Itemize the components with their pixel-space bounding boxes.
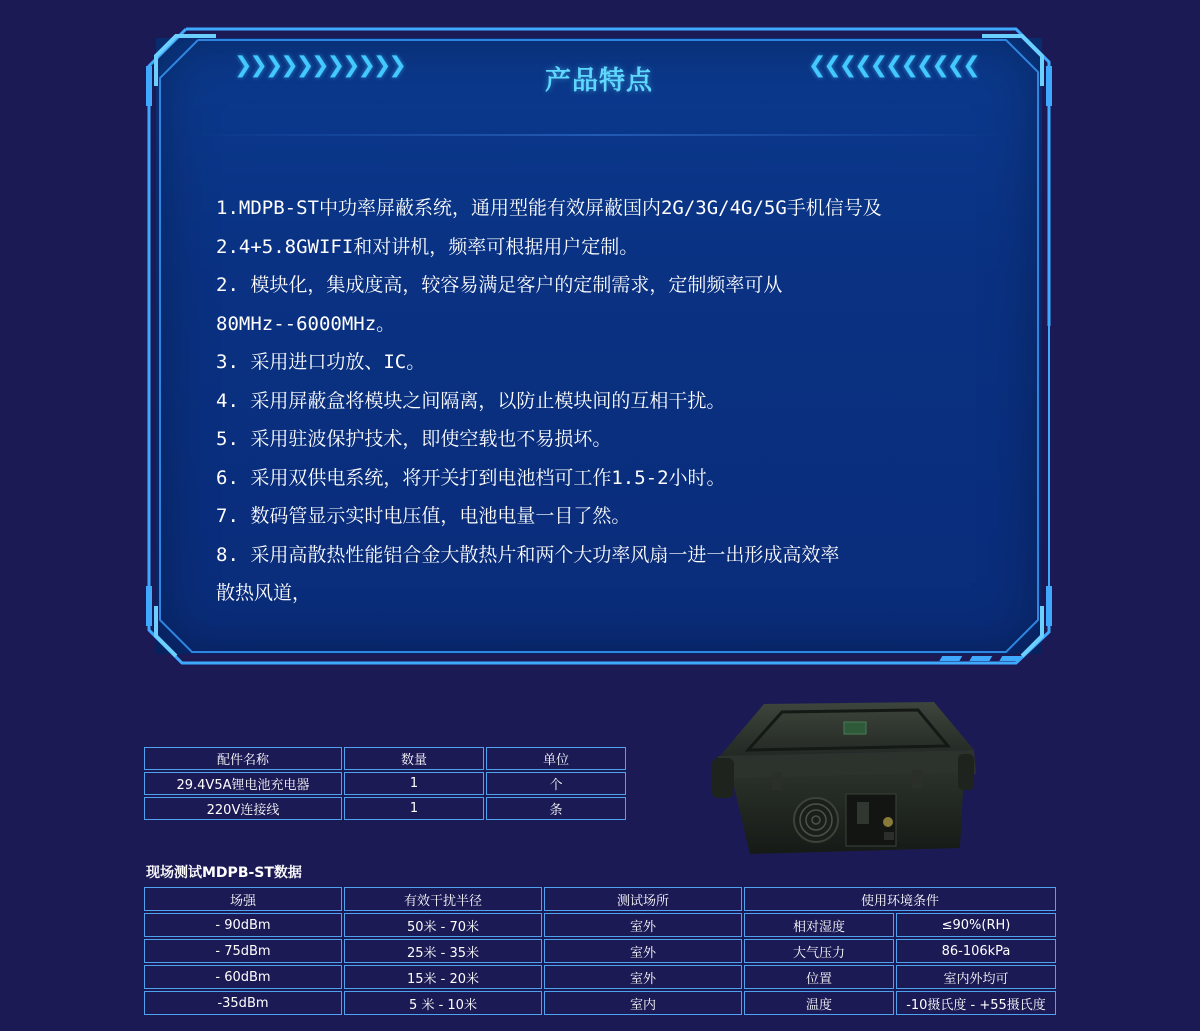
table-row bbox=[144, 991, 1056, 1015]
table-cell: -35dBm bbox=[144, 991, 342, 1015]
table-cell: 1 bbox=[344, 797, 484, 820]
table-row bbox=[144, 939, 1056, 963]
table-cell: 25米 - 35米 bbox=[344, 939, 542, 963]
table-row bbox=[144, 913, 1056, 937]
table-cell: 大气压力 bbox=[744, 939, 894, 963]
table-row bbox=[144, 797, 626, 820]
feature-line: 3. 采用进口功放、IC。 bbox=[216, 351, 426, 373]
feature-line: 5. 采用驻波保护技术，即使空载也不易损坏。 bbox=[216, 428, 612, 450]
table-cell: 室外 bbox=[544, 965, 742, 989]
table-header: 场强 bbox=[144, 887, 342, 911]
table-cell: - 60dBm bbox=[144, 965, 342, 989]
accessories-table bbox=[142, 745, 628, 822]
title-divider bbox=[186, 134, 1012, 136]
table-row bbox=[144, 772, 626, 795]
feature-line: 2. 模块化，集成度高，较容易满足客户的定制需求，定制频率可从 bbox=[216, 274, 783, 296]
table-cell: 位置 bbox=[744, 965, 894, 989]
table-cell: 50米 - 70米 bbox=[344, 913, 542, 937]
feature-line: 1.MDPB-ST中功率屏蔽系统，通用型能有效屏蔽国内2G/3G/4G/5G手机信号及 bbox=[216, 197, 882, 219]
feature-list bbox=[216, 189, 996, 613]
table-cell: 室外 bbox=[544, 913, 742, 937]
table-cell: 1 bbox=[344, 772, 484, 795]
table-cell: 个 bbox=[486, 772, 626, 795]
table-header: 使用环境条件 bbox=[744, 887, 1056, 911]
test-data-caption: 现场测试MDPB-ST数据 bbox=[146, 865, 302, 881]
table-cell: 室外 bbox=[544, 939, 742, 963]
table-cell: 相对湿度 bbox=[744, 913, 894, 937]
table-header: 数量 bbox=[344, 747, 484, 770]
table-header: 测试场所 bbox=[544, 887, 742, 911]
table-cell: - 90dBm bbox=[144, 913, 342, 937]
device-case-image bbox=[712, 698, 978, 858]
table-header: 配件名称 bbox=[144, 747, 342, 770]
table-header-row bbox=[144, 747, 626, 770]
table-cell: 220V连接线 bbox=[144, 797, 342, 820]
table-cell: 5 米 - 10米 bbox=[344, 991, 542, 1015]
table-cell: 29.4V5A锂电池充电器 bbox=[144, 772, 342, 795]
table-cell: 室内 bbox=[544, 991, 742, 1015]
table-cell: 86-106kPa bbox=[896, 939, 1056, 963]
feature-line: 散热风道， bbox=[216, 582, 312, 604]
feature-line: 6. 采用双供电系统，将开关打到电池档可工作1.5-2小时。 bbox=[216, 466, 726, 489]
section-title: 产品特点 bbox=[544, 66, 653, 96]
table-cell: ≤90%(RH) bbox=[896, 913, 1056, 937]
table-cell: 温度 bbox=[744, 991, 894, 1015]
table-cell: -10摄氏度 - +55摄氏度 bbox=[896, 991, 1056, 1015]
feature-line: 7. 数码管显示实时电压值，电池电量一目了然。 bbox=[216, 505, 631, 527]
table-header: 有效干扰半径 bbox=[344, 887, 542, 911]
table-header: 单位 bbox=[486, 747, 626, 770]
table-cell: 条 bbox=[486, 797, 626, 820]
features-panel bbox=[146, 26, 1052, 666]
feature-line: 8. 采用高散热性能铝合金大散热片和两个大功率风扇一进一出形成高效率 bbox=[216, 543, 840, 566]
chevrons-right-icon: ❯❯❯❯❯❯❯❯❯❯❯ bbox=[234, 53, 404, 78]
table-cell: - 75dBm bbox=[144, 939, 342, 963]
table-cell: 室内外均可 bbox=[896, 965, 1056, 989]
table-row bbox=[144, 965, 1056, 989]
feature-line: 80MHz--6000MHz。 bbox=[216, 312, 396, 335]
table-header-row bbox=[144, 887, 1056, 911]
feature-line: 2.4+5.8GWIFI和对讲机，频率可根据用户定制。 bbox=[216, 235, 639, 258]
test-data-table bbox=[142, 885, 1058, 1017]
feature-line: 4. 采用屏蔽盒将模块之间隔离，以防止模块间的互相干扰。 bbox=[216, 389, 726, 412]
table-cell: 15米 - 20米 bbox=[344, 965, 542, 989]
chevrons-left-icon: ❮❮❮❮❮❮❮❮❮❮❮ bbox=[808, 53, 978, 78]
